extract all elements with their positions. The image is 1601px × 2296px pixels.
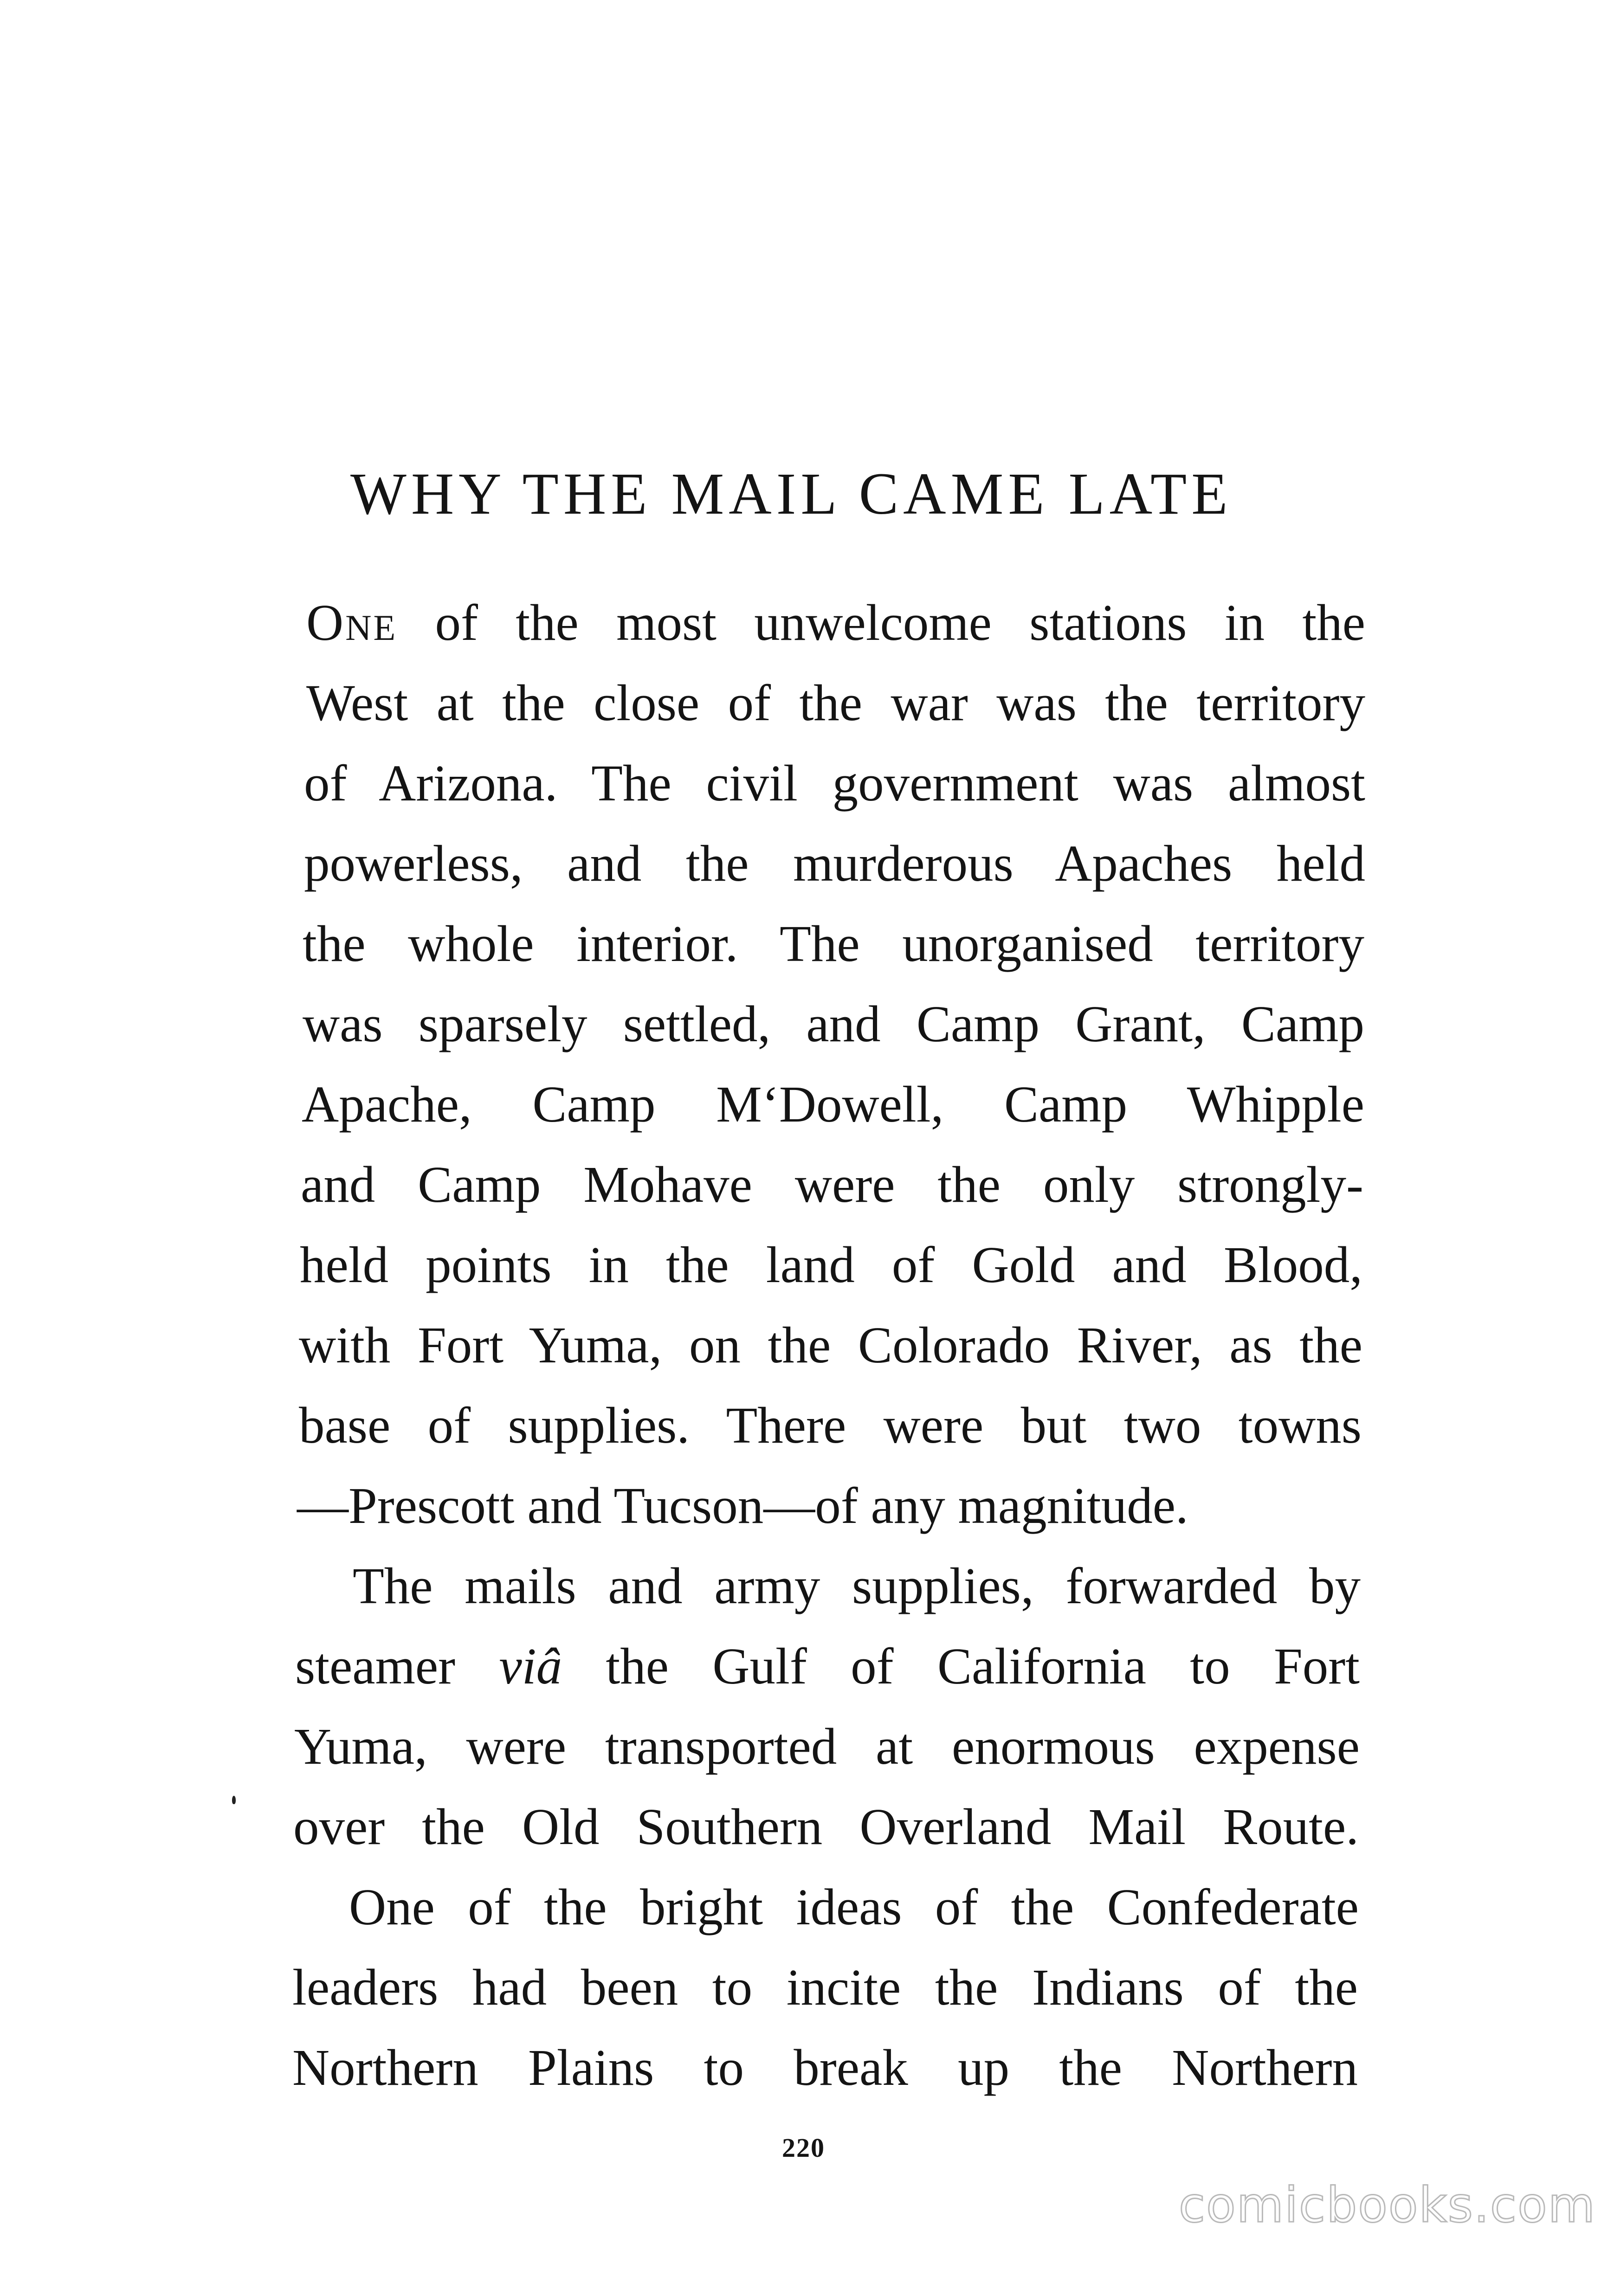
paragraph-1-line-7: Apache, Camp M‘Dowell, Camp Whipple xyxy=(302,1076,1364,1133)
paragraph-2-line-3: Yuma, were transported at enormous expense xyxy=(294,1718,1360,1775)
paragraph-1-line-5: the whole interior. The unorganised territory xyxy=(303,916,1364,973)
paragraph-2-line-2-after: the Gulf of California to Fort xyxy=(562,1638,1360,1695)
paragraph-1-line-10: with Fort Yuma, on the Colorado River, as the xyxy=(299,1317,1362,1374)
paragraph-1-line-1 xyxy=(306,594,1365,651)
paragraph-3-line-3: Northern Plains to break up the Northern xyxy=(292,2039,1358,2096)
paragraph-1-line-12: —Prescott and Tucson—of any magnitude. xyxy=(297,1477,1188,1535)
site-watermark: comicbooks.com xyxy=(1179,2177,1596,2233)
paragraph-1-line-11: base of supplies. There were but two towns xyxy=(299,1397,1362,1454)
paragraph-2-line-2 xyxy=(295,1638,1360,1695)
paragraph-2-line-4: over the Old Southern Overland Mail Route. xyxy=(293,1799,1359,1856)
paragraph-2-italic-word: viâ xyxy=(499,1638,562,1695)
paragraph-1-line-6: was sparsely settled, and Camp Grant, Camp xyxy=(303,996,1364,1053)
paragraph-1-line-2: West at the close of the war was the territory xyxy=(306,675,1365,732)
paragraph-3-line-2: leaders had been to incite the Indians of the xyxy=(292,1959,1358,2016)
paragraph-1-line-9: held points in the land of Gold and Blood, xyxy=(300,1237,1362,1294)
ink-speck xyxy=(232,1796,236,1804)
paragraph-1-line-1-text: of the most unwelcome stations in the xyxy=(397,594,1365,651)
paragraph-1-line-8: and Camp Mohave were the only strongly- xyxy=(301,1156,1363,1213)
paragraph-1-first-word: One xyxy=(306,594,398,651)
paragraph-2-line-1: The mails and army supplies, forwarded by xyxy=(353,1558,1361,1615)
page-number: 220 xyxy=(782,2133,825,2163)
paragraph-3-line-1: One of the bright ideas of the Confederate xyxy=(349,1879,1359,1936)
chapter-title: WHY THE MAIL CAME LATE xyxy=(350,461,1233,527)
paragraph-2-line-2-before: steamer xyxy=(295,1638,499,1695)
paragraph-1-line-4: powerless, and the murderous Apaches held xyxy=(304,835,1365,892)
paragraph-1-line-3: of Arizona. The civil government was almost xyxy=(304,755,1365,812)
